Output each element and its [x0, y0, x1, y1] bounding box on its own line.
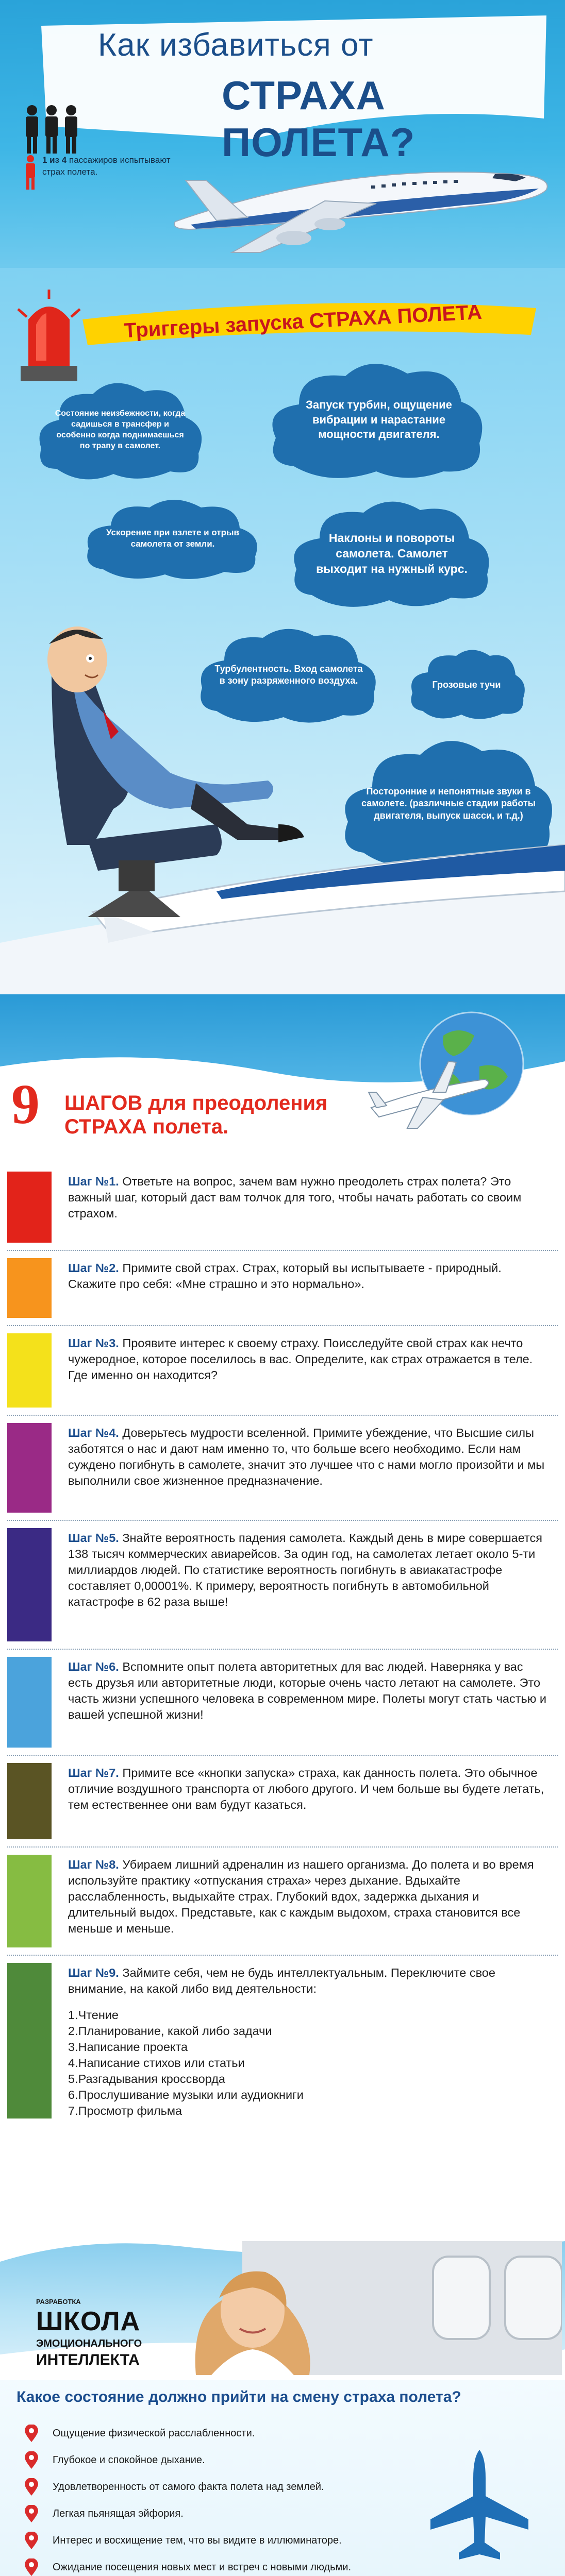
map-pin-icon: [25, 2451, 38, 2469]
list-item: 3.Написание проекта: [68, 2040, 188, 2054]
small-airplane-icon: [361, 1051, 495, 1139]
steps-header-section: [0, 994, 565, 1164]
trigger-cloud-1: [36, 376, 206, 484]
trigger-text-7: Посторонние и непонятные звуки в самолете. (различные стадии работы двигателя, выпуск шасси, и т.д.): [361, 786, 536, 821]
step-label: Шаг №6.: [68, 1660, 119, 1673]
step-item: [7, 1521, 558, 1650]
step-body: Убираем лишний адреналин из нашего организма. До полета и во время используйте практику «отпускания страха» через дыхание. Вдыхайте расслабленность, выдыхайте страх. Глубокий вдох, задержка дыхания и длительный выдох. Представьте, как с каждым выдохом, страха становится все меньше и меньше.: [68, 1858, 534, 1936]
step-text: [68, 1260, 549, 1292]
step-item: [7, 1164, 558, 1251]
step-text: [68, 1765, 549, 1813]
passenger-red-icon: [23, 155, 38, 191]
final-list-item: [25, 2425, 255, 2442]
steps-number: 9: [11, 1073, 40, 1136]
top-view-airplane-icon: [428, 2447, 531, 2566]
final-item-text: Ощущение физической расслабленности.: [53, 2427, 255, 2439]
trigger-text-6: Грозовые тучи: [432, 680, 501, 690]
step-label: Шаг №2.: [68, 1261, 119, 1275]
trigger-text-4: Наклоны и повороты самолета. Самолет выходит на нужный курс.: [316, 531, 468, 575]
trigger-text-5: Турбулентность. Вход самолета в зону разряженного воздуха.: [214, 663, 363, 686]
map-pin-icon: [25, 2532, 38, 2549]
triggers-title: Триггеры запуска СТРАХА ПОЛЕТА: [123, 300, 483, 343]
step-color-bar: [7, 1855, 52, 1947]
list-item: 1.Чтение: [68, 2008, 119, 2022]
final-item-text: Глубокое и спокойное дыхание.: [53, 2454, 205, 2466]
siren-icon: [15, 289, 82, 386]
final-list-item: [25, 2505, 184, 2522]
smiling-woman-illustration: [155, 2241, 562, 2375]
final-item-text: Легкая пьянящая эйфория.: [53, 2507, 184, 2519]
list-item: 6.Прослушивание музыки или аудиокниги: [68, 2088, 304, 2102]
step-body: Проявите интерес к своему страху. Поисследуйте свой страх как нечто чужеродное, которое поселилось в вас. Определите, как страх отражается в теле. Где именно он находится?: [68, 1336, 533, 1382]
step-body: Знайте вероятность падения самолета. Каждый день в мире совершается 138 тысяч коммерческих авиарейсов. За один год, на самолетах летает около 5-ти миллиардов людей. По статистике вероятность погибнуть в авиакатастрофе составляет 0,00001%. К примеру, вероятность погибнуть в автомобильной катастрофе в 62 раза выше!: [68, 1531, 543, 1609]
step-color-bar: [7, 1528, 52, 1641]
trigger-cloud-3: [82, 495, 263, 582]
step-item: [7, 1848, 558, 1956]
step-item: [7, 1326, 558, 1416]
school-developer-label: РАЗРАБОТКА: [36, 2298, 81, 2306]
stat-bold: 1 из 4: [42, 155, 67, 165]
list-item: 7.Просмотр фильма: [68, 2104, 182, 2118]
final-list-item: [25, 2478, 324, 2496]
step-item: [7, 1956, 558, 2126]
step-text: [68, 1174, 549, 1222]
step-text: [68, 1530, 549, 1610]
header-section: [0, 0, 565, 268]
step-color-bar: [7, 1763, 52, 1839]
title-line-2: СТРАХА ПОЛЕТА?: [222, 73, 416, 165]
final-list-item: [25, 2532, 342, 2549]
step-color-bar: [7, 1963, 52, 2119]
step-body: Вспомните опыт полета авторитетных для вас людей. Наверняка у вас есть друзья или авторитетные люди, которые очень часто летают на самолете. Это часть жизни успешного человека в современном мире. Полеты могут стать частью и вашей успешной жизни!: [68, 1660, 546, 1722]
step-body: Займите себя, чем не будь интеллектуальным. Переключите свое внимание, на какой либо вид деятельности:: [68, 1966, 495, 1996]
steps-title: [64, 1091, 327, 1139]
step-body: Примите свой страх. Страх, который вы испытываете - природный. Скажите про себя: «Мне страшно и это нормально».: [68, 1261, 502, 1291]
step-item: [7, 1650, 558, 1756]
school-logo-name: ШКОЛА: [36, 2307, 141, 2336]
step-text: [68, 1659, 549, 1723]
school-section: [0, 2226, 565, 2380]
steps-title-line-2: СТРАХА полета.: [64, 1115, 229, 1138]
step-item: [7, 1251, 558, 1326]
step-text: [68, 1335, 549, 1383]
step-body: Доверьтесь мудрости вселенной. Примите убеждение, что Высшие силы заботятся о нас и дают нам именно то, что больше всего необходимо. Если нам суждено погибнуть в самолете, значит это лучшее что с нами могло произойти и мы выполнили свое жизненное предназначение.: [68, 1426, 545, 1488]
map-pin-icon: [25, 2425, 38, 2442]
final-item-text: Интерес и восхищение тем, что вы видите в иллюминаторе.: [53, 2534, 342, 2546]
anxious-passenger-illustration: [0, 603, 565, 994]
map-pin-icon: [25, 2478, 38, 2496]
step-item: [7, 1756, 558, 1848]
step-label: Шаг №7.: [68, 1766, 119, 1780]
triggers-section: [0, 268, 565, 994]
step-label: Шаг №4.: [68, 1426, 119, 1439]
school-logo-line-2: ЭМОЦИОНАЛЬНОГО: [36, 2338, 142, 2349]
step-label: Шаг №9.: [68, 1966, 119, 1979]
activity-list: [68, 2007, 549, 2119]
step-item: [7, 1416, 558, 1521]
steps-title-line-1: ШАГОВ для преодоления: [64, 1092, 328, 1114]
step-color-bar: [7, 1333, 52, 1408]
step-text: [68, 1425, 549, 1489]
map-pin-icon: [25, 2558, 38, 2576]
steps-list: [0, 1164, 565, 2226]
map-pin-icon: [25, 2505, 38, 2522]
final-state-section: [0, 2380, 565, 2576]
final-list-item: [25, 2451, 205, 2469]
stat-rest: пассажиров испытывают страх полета.: [42, 155, 171, 177]
step-text: [68, 1965, 549, 2119]
title-line-1: Как избавиться от: [98, 27, 374, 63]
final-item-text: Ожидание посещения новых мест и встреч с новыми людьми.: [53, 2561, 351, 2573]
school-logo-line-3: ИНТЕЛЛЕКТА: [36, 2351, 140, 2368]
step-label: Шаг №1.: [68, 1175, 119, 1188]
final-list-item: [25, 2558, 351, 2576]
airplane-illustration: [155, 124, 557, 263]
step-label: Шаг №8.: [68, 1858, 119, 1871]
step-color-bar: [7, 1657, 52, 1748]
trigger-cloud-2: [268, 355, 490, 484]
step-text: [68, 1857, 549, 1937]
step-color-bar: [7, 1258, 52, 1318]
step-label: Шаг №5.: [68, 1531, 119, 1545]
trigger-text-3: Ускорение при взлете и отрыв самолета от земли.: [106, 527, 239, 549]
step-body: Ответьте на вопрос, зачем вам нужно преодолеть страх полета? Это важный шаг, который даст вам толчок для того, чтобы начать работать со своим страхом.: [68, 1175, 522, 1221]
step-label: Шаг №3.: [68, 1336, 119, 1350]
step-color-bar: [7, 1172, 52, 1243]
trigger-text-2: Запуск турбин, ощущение вибрации и нарастание мощности двигателя.: [306, 398, 452, 441]
list-item: 4.Написание стихов или статьи: [68, 2056, 245, 2070]
trigger-text-1: Состояние неизбежности, когда садишься в трансфер и особенно когда поднимаешься по трапу в самолет.: [55, 409, 186, 450]
step-body: Примите все «кнопки запуска» страха, как данность полета. Это обычное отличие воздушного транспорта от любого другого. И чем больше вы будете летать, тем естественнее они вам будут казаться.: [68, 1766, 544, 1812]
final-item-text: Удовлетворенность от самого факта полета над землей.: [53, 2481, 324, 2493]
final-question: Какое состояние должно прийти на смену страха полета?: [16, 2388, 461, 2405]
step-color-bar: [7, 1423, 52, 1513]
list-item: 2.Планирование, какой либо задачи: [68, 2024, 272, 2038]
list-item: 5.Разгадывания кроссворда: [68, 2072, 225, 2086]
trigger-cloud-4: [289, 495, 495, 613]
